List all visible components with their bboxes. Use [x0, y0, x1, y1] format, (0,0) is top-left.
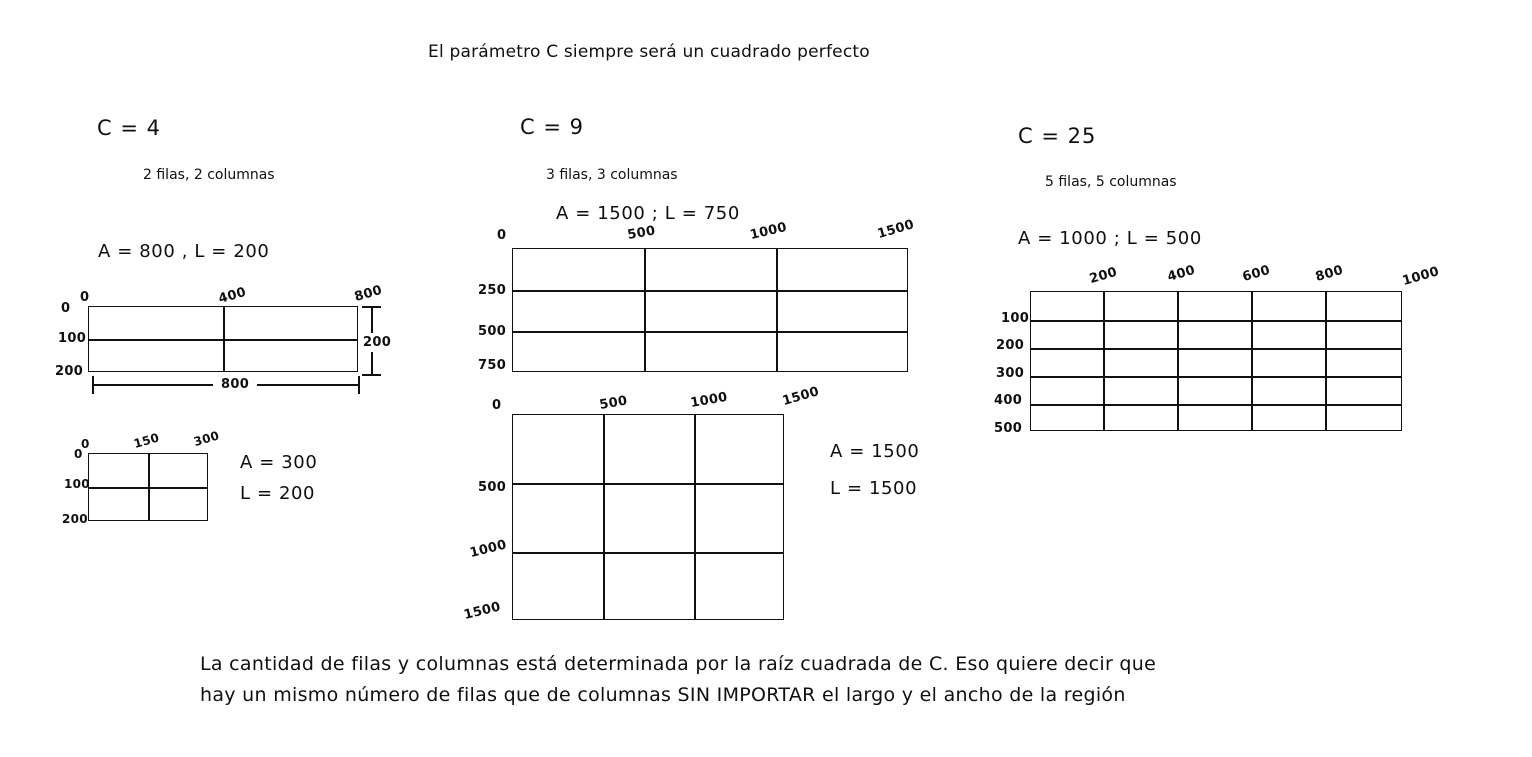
case-c9-sublabel: 3 filas, 3 columnas: [546, 167, 678, 183]
ytick-label: 200: [55, 364, 84, 379]
diagram-c9-a-dims: A = 1500 ; L = 750: [556, 203, 740, 224]
gridline-horizontal: [513, 483, 783, 485]
gridline-vertical: [694, 415, 696, 619]
width-measure-cap-left: [92, 376, 94, 394]
diagram-c4-b-grid: [88, 453, 208, 521]
ytick-label: 300: [996, 366, 1025, 381]
ytick-label: 500: [478, 324, 507, 339]
xtick-label: 0: [497, 228, 507, 243]
ytick-label: 1000: [468, 537, 509, 561]
gridline-vertical: [603, 415, 605, 619]
ytick-label: 1500: [462, 599, 503, 623]
width-measure-cap-right: [358, 376, 360, 394]
xtick-label: 150: [132, 430, 161, 451]
width-measure-label: 800: [213, 377, 257, 392]
ytick-label: 100: [64, 477, 90, 491]
diagram-c9-b-area: A = 1500: [830, 441, 920, 462]
xtick-label: 800: [1313, 262, 1345, 285]
height-measure-label: 200: [363, 335, 392, 350]
gridline-horizontal: [89, 339, 357, 341]
footer-line-1: La cantidad de filas y columnas está determinada por la raíz cuadrada de C. Eso quiere decir que: [200, 653, 1157, 675]
gridline-horizontal: [513, 552, 783, 554]
xtick-label: 1000: [1400, 264, 1441, 289]
diagram-c4-b-area: A = 300: [240, 452, 318, 473]
diagram-c4-a-dims: A = 800 , L = 200: [98, 241, 270, 262]
diagram-c4-a-grid: [88, 306, 358, 372]
xtick-label: 1500: [780, 384, 821, 409]
xtick-label: 300: [192, 428, 221, 449]
gridline-vertical: [1251, 292, 1253, 430]
case-c25-label: C = 25: [1018, 124, 1097, 148]
ytick-label: 400: [994, 393, 1023, 408]
ytick-label: 100: [58, 331, 87, 346]
ytick-label: 500: [994, 421, 1023, 436]
ytick-label: 250: [478, 283, 507, 298]
ytick-label: 0: [74, 447, 83, 461]
gridline-vertical: [1177, 292, 1179, 430]
diagram-c4-b-length: L = 200: [240, 483, 316, 504]
ytick-label: 0: [61, 301, 71, 316]
height-measure-cap-bottom: [362, 374, 381, 376]
ytick-label: 750: [478, 358, 507, 373]
gridline-vertical: [644, 249, 646, 371]
gridline-vertical: [1103, 292, 1105, 430]
gridline-horizontal: [89, 487, 207, 489]
gridline-vertical: [776, 249, 778, 371]
diagram-c25-grid: [1030, 291, 1402, 431]
xtick-label: 500: [598, 393, 629, 413]
gridline-horizontal: [1031, 348, 1401, 350]
xtick-label: 400: [1165, 262, 1197, 285]
case-c25-sublabel: 5 filas, 5 columnas: [1045, 174, 1177, 190]
xtick-label: 200: [1087, 264, 1119, 287]
ytick-label: 200: [62, 512, 88, 526]
page-title: El parámetro C siempre será un cuadrado perfecto: [428, 42, 870, 62]
xtick-label: 1000: [748, 219, 789, 243]
diagram-c9-b-grid: [512, 414, 784, 620]
gridline-horizontal: [1031, 404, 1401, 406]
xtick-label: 400: [216, 284, 248, 307]
ytick-label: 200: [996, 338, 1025, 353]
diagram-c9-b-length: L = 1500: [830, 478, 918, 499]
xtick-label: 0: [80, 290, 90, 305]
gridline-vertical: [1325, 292, 1327, 430]
case-c9-label: C = 9: [520, 115, 584, 139]
xtick-label: 800: [352, 282, 384, 305]
gridline-horizontal: [513, 290, 907, 292]
xtick-label: 0: [81, 437, 90, 451]
xtick-label: 0: [492, 398, 502, 413]
height-measure-cap-top: [362, 306, 381, 308]
ytick-label: 500: [478, 480, 507, 495]
case-c4-sublabel: 2 filas, 2 columnas: [143, 167, 275, 183]
diagram-c25-dims: A = 1000 ; L = 500: [1018, 228, 1202, 249]
gridline-horizontal: [1031, 376, 1401, 378]
xtick-label: 1500: [875, 217, 916, 242]
case-c4-label: C = 4: [97, 116, 161, 140]
xtick-label: 500: [626, 223, 657, 243]
ytick-label: 100: [1001, 311, 1030, 326]
xtick-label: 1000: [689, 389, 729, 411]
gridline-horizontal: [513, 331, 907, 333]
xtick-label: 600: [1240, 262, 1272, 285]
diagram-c9-a-grid: [512, 248, 908, 372]
gridline-horizontal: [1031, 320, 1401, 322]
footer-line-2: hay un mismo número de filas que de columnas SIN IMPORTAR el largo y el ancho de la región: [200, 684, 1126, 706]
